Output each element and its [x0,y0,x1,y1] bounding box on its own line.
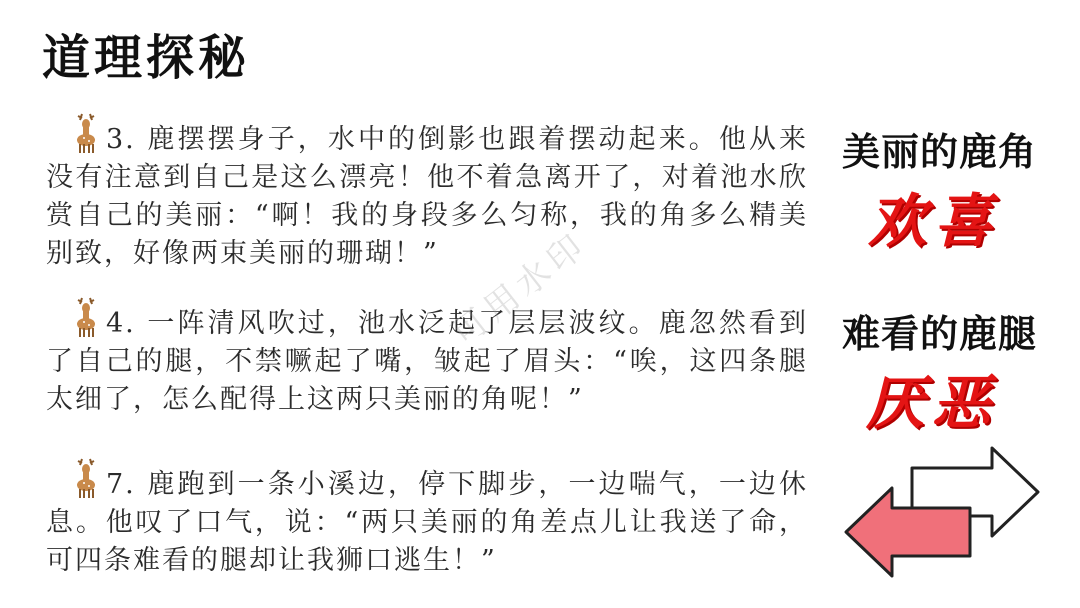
paragraph-7 [46,457,808,580]
leg-label: 难看的鹿腿 [842,312,1038,356]
paragraph-text: 3. 鹿摆摆身子，水中的倒影也跟着摆动起来。他从来没有注意到自己是这么漂亮！他不着急离开了，对着池水欣赏自己的美丽：“啊！我的身段多么匀称，我的角多么精美别致，好像两束美丽的珊瑚！” [46,124,808,269]
page-title: 道理探秘 [42,30,251,86]
emotion-disgust: 厌恶 [866,369,999,437]
deer-icon [68,457,104,499]
swap-arrows-icon [842,446,1042,582]
paragraph-4 [46,296,808,419]
emotion-joy: 欢喜 [868,187,1001,255]
paragraph-text: 7. 鹿跑到一条小溪边，停下脚步，一边喘气，一边休息。他叹了口气，说：“两只美丽的角差点儿让我送了命，可四条难看的腿却让我狮口逃生！” [46,469,808,576]
paragraph-3 [46,112,808,273]
antler-label: 美丽的鹿角 [842,130,1038,174]
deer-icon [68,296,104,338]
deer-icon [68,112,104,154]
watermark: 可用水印 [444,224,596,355]
paragraph-text: 4. 一阵清风吹过，池水泛起了层层波纹。鹿忽然看到了自己的腿，不禁噘起了嘴，皱起了眉头：“唉，这四条腿太细了，怎么配得上这两只美丽的角呢！” [46,308,808,415]
